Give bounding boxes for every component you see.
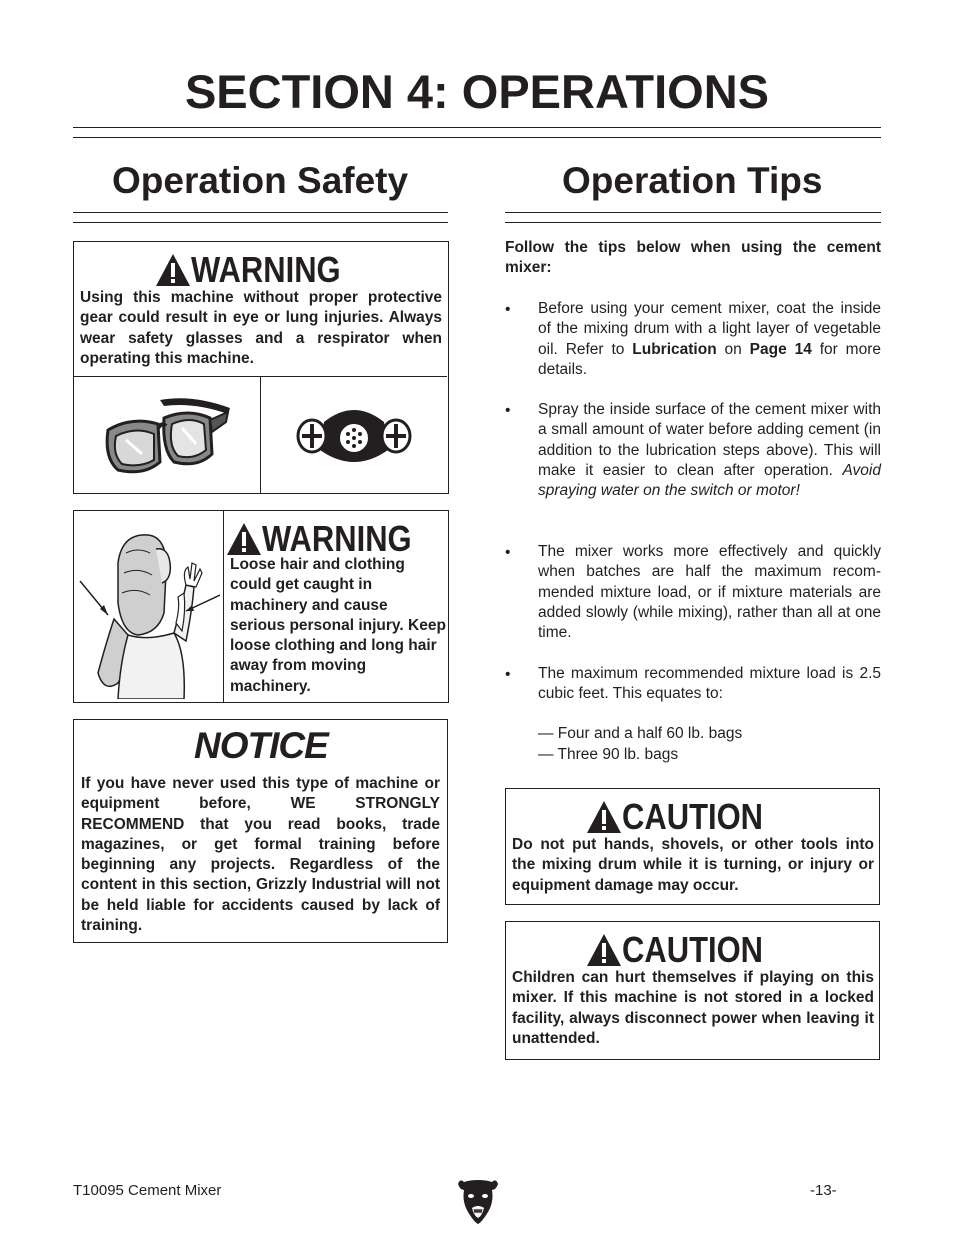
caution-banner xyxy=(506,928,878,972)
tips-intro: Follow the tips below when using the cement mixer: xyxy=(505,239,881,277)
caution-banner xyxy=(506,795,878,839)
right-heading-rule-bottom xyxy=(505,222,881,223)
notice-box xyxy=(73,719,448,943)
safety-glasses-icon xyxy=(102,392,234,480)
section-title: SECTION 4: OPERATIONS xyxy=(184,65,770,118)
bullet-2: • xyxy=(505,402,511,419)
caution-box-hands xyxy=(505,788,880,905)
warning-label: WARNING xyxy=(262,518,412,559)
footer-page-number: -13- xyxy=(810,1182,837,1199)
load-90lb-bags: — Three 90 lb. bags xyxy=(538,746,679,763)
title-rule-bottom xyxy=(73,137,881,138)
caution-triangle-icon xyxy=(586,800,622,834)
operation-tips-heading: Operation Tips xyxy=(562,160,823,201)
image-split xyxy=(260,376,261,493)
bullet-4: • xyxy=(505,666,511,683)
tip-spray-water: Spray the inside surface of the cement mixer with a small amount of water before adding cement (in addition to the lubrication steps above). This will make it easier to clean after operation. Avoid spraying water on the switch or motor! xyxy=(538,401,881,500)
left-heading-rule-top xyxy=(73,212,448,213)
notice-text: If you have never used this type of machine or equipment before, WE STRONGLY RECOMMEND that you read books, trade magazines, or get formal training before beginning any projects. Regardless of the content in this section, Grizzly Industrial will not be held liable for accidents caused by lack of training. xyxy=(81,775,440,935)
operation-safety-heading: Operation Safety xyxy=(112,160,409,201)
warning-text-protective-gear: Using this machine without proper protective gear could result in eye or lung injuries. Always wear safety glasses and a respirator when operating this machine. xyxy=(80,289,442,367)
warning-text-loose-hair: Loose hair and clothing could get caught in machinery and cause serious personal injury. Keep loose clothing and long hair away from moving machinery. xyxy=(230,556,446,695)
right-heading-rule-top xyxy=(505,212,881,213)
warning-label: WARNING xyxy=(190,249,341,290)
warning-box-protective-gear xyxy=(73,241,449,494)
respirator-icon xyxy=(296,400,412,470)
caution-box-children xyxy=(505,921,880,1060)
caution-text-children: Children can hurt themselves if playing on this mixer. If this machine is not stored in a locked facility, always disconnect power when leaving it unattended. xyxy=(512,969,874,1047)
notice-label: NOTICE xyxy=(194,725,328,766)
bullet-1: • xyxy=(505,301,511,318)
warning-split xyxy=(223,511,224,702)
tip-batch-size: The mixer works more effectively and quickly when batches are half the maximum recom-mended mixture load, or if mixture materials are added slowly (while mixing), rather than all at one time. xyxy=(538,543,881,642)
caution-text-hands: Do not put hands, shovels, or other tools into the mixing drum while it is turning, or injury or equipment damage may occur. xyxy=(512,836,874,894)
tip-oil-lubrication: Before using your cement mixer, coat the inside of the mixing drum with a light layer of vegetable oil. Refer to Lubrication on Page 14 for more details. xyxy=(538,300,881,378)
load-60lb-bags: — Four and a half 60 lb. bags xyxy=(538,725,743,742)
warning-triangle-icon xyxy=(155,253,191,287)
warning-banner xyxy=(74,248,447,292)
left-heading-rule-bottom xyxy=(73,222,448,223)
caution-label: CAUTION xyxy=(622,796,764,837)
caution-triangle-icon xyxy=(586,933,622,967)
warning-box-loose-hair xyxy=(73,510,449,703)
footer-model: T10095 Cement Mixer xyxy=(73,1182,222,1199)
grizzly-bear-logo-icon xyxy=(458,1178,498,1224)
tip-max-load: The maximum recommended mixture load is 2.5 cubic feet. This equates to: xyxy=(538,665,881,703)
warning-triangle-icon xyxy=(226,522,262,556)
bullet-3: • xyxy=(505,544,511,561)
title-rule-top xyxy=(73,127,881,128)
long-hair-person-icon xyxy=(78,523,220,699)
caution-label: CAUTION xyxy=(622,929,764,970)
